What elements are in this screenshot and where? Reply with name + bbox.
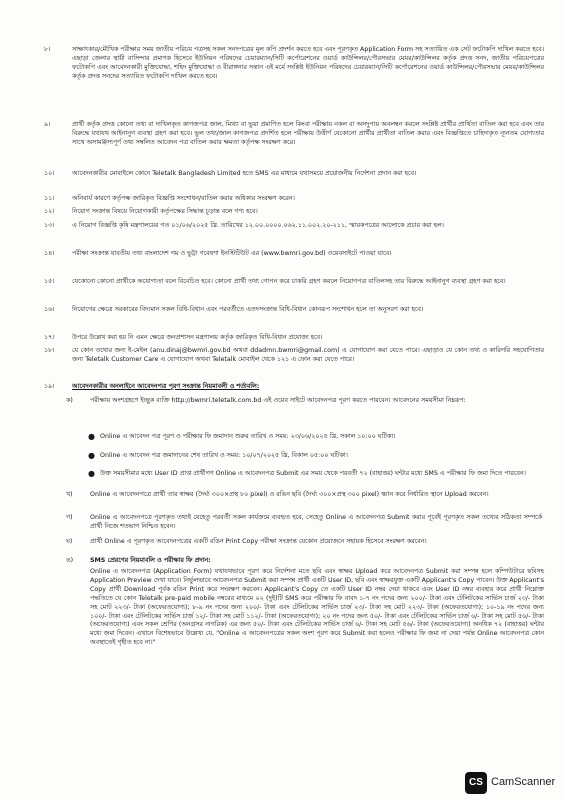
clause-number: ১৩।: [44, 222, 55, 229]
sub-label: ঘ): [66, 538, 73, 545]
sub-clause-kha: [66, 491, 542, 500]
sub-label: ঙ): [66, 557, 74, 564]
camscanner-logo-icon: CS: [465, 772, 487, 794]
bullet-end-date: [88, 451, 545, 461]
sms-fee-text: Online এ আবেদনপত্র (Application Form) যথাযথভাবে পূরণ করে নির্দেশনা মতে ছবি এবং স্বাক্ষর Upload করে আবেদনপত্র Submit করা সম্পন্ন হলে কম্পিউটারে ছবিসহ Application Preview দেখা যাবে। নির্ভুলভাবে আবেদনপত্র Submit করা সম্পন্ন প্রার্থী একটি User ID, ছবি এবং স্বাক্ষরযুক্ত একটি Applicant's Copy পাবেন। উক্ত Applicant's Copy প্রার্থী Download পূর্বক রঙিন Print করে সংরক্ষণ করবেন। Applicant's Copy তে একটি User ID নম্বর দেয়া থাকবে এবং User ID নম্বর ব্যবহার করে প্রার্থী নিম্নোক্ত পদ্ধতিতে যে কোন Teletalk pre-paid mobile নম্বরের মাধ্যমে ০২ (দুই)টি SMS করে পরীক্ষার ফি বাবদ ১-৭ নং পদের জন্য ২০০/- টাকা এবং টেলিটকের সার্ভিস চার্জ ২৩/- টাকা সহ মোট ২২৩/- টাকা (অফেরতযোগ্য); ৮-৯ নং পদের জন্য ২০০/- টাকা এবং টেলিটকের সার্ভিস চার্জ ২৩/- টাকা সহ মোট ২২৩/- টাকা (অফেরতযোগ্য); ১০-১৯ নং পদের জন্য ১০০/- টাকা এবং টেলিটকের সার্ভিস চার্জ ১২/- টাকা সহ মোট ১১২/- টাকা (অফেরতযোগ্য); ২০ নং পদের জন্য ৫০/- টাকা এবং টেলিটকের সার্ভিস চার্জ ৬/- টাকা সহ মোট ৫৬/- টাকা (অফেরতযোগ্য) এবং সকল শ্রেণির (অনগ্রসর নাগরিক) এর জন্য ৫০/- টাকা এবং টেলিটকের সার্ভিস চার্জ ৬/- টাকা সহ মোট ৫৬/- টাকা (অফেরতযোগ্য) অনধিক ৭২ (বাহাত্তর) ঘন্টার মধ্যে জমা দিবেন। এখানে বিশেষভাবে উল্লেখ্য যে, "Online এ আবেদনপত্রের সকল অংশ পূরণ করে Submit করা হলেও পরীক্ষার ফি জমা না দেয়া পর্যন্ত Online আবেদনপত্র কোন অবস্থাতেই গৃহীত হবে না।": [90, 568, 544, 647]
clause-text: নিয়োগের ক্ষেত্রে সরকারের বিদ্যমান সকল বিধি-বিধান এবং পরবর্তীতে এতদসংক্রান্ত বিধি-বিধান কোনরূপ সংশোধন হলে তা অনুসরণ করা হবে।: [72, 306, 424, 313]
clause-number: ১২।: [44, 208, 55, 215]
bullet-start-date: [88, 432, 545, 442]
bullet-text: Online এ আবেদন পত্র পূরণ ও পরীক্ষার ফি জমাদান শুরুর তারিখ ও সময়: ২৩/০৬/২০২৫ খ্রি, সকাল ১০:০০ ঘটিকা।: [100, 433, 396, 440]
clause-number: ১৪।: [44, 250, 55, 257]
clause-text: যেকোনো কোনো প্রার্থীকে অযোগ্যতা বলে বিবেচিত হবে। কোনো প্রার্থী তথ্য গোপন করে চাকরি গ্রহণ করলে নিয়োগপত্র বাতিলসহ তার বিরুদ্ধে আইনানুগ ব্যবস্থা গ্রহণ করা হবে।: [72, 278, 506, 285]
clause-text: সাক্ষাৎকার/মৌখিক পরীক্ষার সময় জাতীয় পরিচয় পত্রসহ সকল সনদপত্রের মূল কপি প্রদর্শন করতে হবে এবং পূরণকৃত Application Form সহ সত্যায়িত এক সেট ফটোকপি দাখিল করতে হবে। এছাড়া জেলার স্থায়ী বাসিন্দার প্রমাণক হিসেবে ইউনিয়ন পরিষদের চেয়ারম্যান/সিটি কর্পোরেশনের ওয়ার্ড কাউন্সিলর/পৌরসভার মেয়র/কাউন্সিলর কর্তৃক প্রদত্ত সনদ, জাতীয় পরিচয়পত্রের ফটোকপি এবং আবেদনকারী মুক্তিযোদ্ধা, শহিদ মুক্তিযোদ্ধা ও বীরাঙ্গনার সন্তান এই মর্মে সংশ্লিষ্ট ইউনিয়ন পরিষদের চেয়ারম্যান/সিটি কর্পোরেশনের ওয়ার্ড কাউন্সিলর/পৌরসভার মেয়র/কাউন্সিলর কর্তৃক প্রদত্ত সনদের সত্যায়িত ফটোকপি দাখিল করতে হবে।: [72, 46, 545, 80]
clause-text: আবেদনকারীর মোবাইলে কোনে Teletalk Bangladesh Limited হতে SMS এর মাধ্যমে যথাসময়ে প্রয়োজনীয় নির্দেশনা প্রদান করা হবে।: [72, 170, 417, 177]
bullet-icon: ●: [88, 432, 95, 441]
camscanner-label: CamScanner: [491, 776, 556, 788]
clause-number: ৯।: [44, 121, 51, 128]
clause-text: প্রার্থী কর্তৃক প্রদত্ত কোনো তথ্য বা দাখিলকৃত কাগজপত্র জাল, মিথ্যা বা ভুয়া প্রমাণিত হলে কিংবা পরীক্ষায় নকল বা অসদুপায় অবলম্বন করলে সংশ্লিষ্ট প্রার্থীর প্রার্থিতা বাতিল করা হবে এবং তার বিরুদ্ধে যথাযথ আইনানুগ ব্যবস্থা গ্রহণ করা হবে। ভুল তথ্য/জাল কাগজপত্র প্রদর্শিত হলে পরীক্ষায় উত্তীর্ণ যেকোনো প্রার্থীর প্রার্থীতা বাতিল করার এবং বিজ্ঞপ্তিতে চাহিদাকৃত ন্যূনতম যোগ্যতার সাথে অসামঞ্জস্যপূর্ণ তথ্য সম্বলিত আবেদন পত্র বাতিল করার ক্ষমতা কর্তৃপক্ষ সংরক্ষণ করে।: [72, 121, 544, 146]
clause-text: পরীক্ষা সংক্রান্ত যাবতীয় তথ্য বাংলাদেশ গম ও ভুট্টা গবেষণা ইনস্টিটিউট এর (www.bwmri.gov.bd) ওয়েবসাইটে পাওয়া যাবে।: [72, 250, 392, 257]
clause-number: ১৭।: [44, 334, 55, 341]
sub-text: Online এ আবেদনপত্রে পূরণকৃত তথ্যই যেহেতু পরবর্তী সকল কার্যক্রমে ব্যবহৃত হবে, সেহেতু Online এ আবেদনপত্র Submit করার পূর্বেই পূরণকৃত সকল তথ্যের সঠিকতা সম্পর্কে প্রার্থী নিজে শতভাগ নিশ্চিত হবেন।: [90, 514, 542, 530]
sub-label: খ): [66, 491, 73, 498]
clause-text: অনিবার্য কারণে কর্তৃপক্ষ জারিকৃত বিজ্ঞপ্তি সংশোধন/বাতিল করার অধিকার সংরক্ষণ করেন।: [72, 195, 295, 202]
sub-clause-ka: [66, 397, 542, 406]
sub-clause-gha: [66, 538, 542, 547]
clause-text: উপরে উল্লেখ করা হয় নি এমন ক্ষেত্রে জনপ্রশাসন মন্ত্রণালয় কর্তৃক জারিকৃত বিধি-বিধান প্রযোজ্য হবে।: [72, 334, 323, 341]
clause-text: এ নিয়োগ বিজ্ঞপ্তি কৃষি মন্ত্রণালয়ের গত ০১/০৬/২০২৫ খ্রি. তারিখের ১২.০০.০০০০.০৬২.১১.০০২.২০-২১১, স্মারকপত্রের আলোকে প্রচার করা হল।: [72, 222, 444, 229]
clause-number: ৮।: [44, 46, 51, 53]
bullet-icon: ●: [88, 451, 95, 460]
sub-label: ক): [66, 397, 73, 404]
sub-text: পরীক্ষায় অংশগ্রহণে ইচ্ছুক ব্যক্তি http://bwmri.teletalk.com.bd এই ওয়েব সাইটে আবেদনপত্র পূরণ করতে পারবেন। আবেদনের সময়সীমা নিম্নরূপ:: [90, 397, 466, 404]
camscanner-watermark: [465, 772, 557, 794]
clause-number: ১৯।: [44, 383, 55, 390]
sms-fee-paragraph: [72, 568, 544, 648]
bullet-fee-window: [88, 469, 545, 479]
clause-number: ১১।: [44, 195, 55, 202]
sub-text: Online এ আবেদনপত্রে প্রার্থী তার স্বাক্ষর (দৈর্ঘ্য ৩০০×প্রস্থ ৮০ pixel) ও রঙিন ছবি (দৈর্ঘ্য ৩০০×প্রস্থ ৩০০ pixel) স্ক্যান করে নির্ধারিত স্থানে Upload করবেন।: [90, 491, 489, 498]
clause-number: ১০।: [44, 170, 55, 177]
sub-clause-uma: [66, 557, 542, 566]
sub-heading: SMS প্রেরণের নিয়মাবলি ও পরীক্ষার ফি প্রদান:: [90, 557, 211, 564]
sub-label: গ): [66, 514, 73, 521]
bullet-text: উক্ত সময়সীমার মধ্যে User ID প্রাপ্ত প্রার্থীগণ Online এ আবেদনপত্র Submit এর সময় থেকে পরবর্তী ৭২ (বাহাত্তর) ঘন্টার মধ্যে SMS এ পরীক্ষার ফি জমা দিতে পারবেন।: [100, 470, 526, 477]
sub-clause-ga: [66, 514, 542, 532]
clause-number: ১৫।: [44, 278, 55, 285]
clause-text: যে কোন তথ্যের জন্য ই-মেইল (anu.dinaj@bwmri.gov.bd অথবা ddadmn.bwmri@gmail.com) এ যোগাযোগ করা যেতে পারে। এছাড়াও যে কোন তথ্য ও কারিগরি সহযোগিতার জন্য Teletalk Customer Care এ যোগাযোগ অথবা Teletalk মোবাইল থেকে ১২১ এ ফোন করা যেতে পারে।: [72, 347, 544, 363]
clause-text: নিয়োগ সংক্রান্ত বিষয়ে নিয়োগকারী কর্তৃপক্ষের সিদ্ধান্ত চূড়ান্ত বলে গণ্য হবে।: [72, 208, 258, 215]
sub-text: প্রার্থী Online এ পূরণকৃত আবেদনপত্রের একটি রঙিন Print Copy পরীক্ষা সংক্রান্ত যেকোন প্রয়োজনে সহায়ক হিসেবে সংরক্ষণ করবেন।: [90, 538, 427, 545]
clause-heading: আবেদনকারীর অনলাইনে আবেদনপত্র পূরণ সংক্রান্ত নিয়মাবলী ও শর্তাবলি:: [72, 383, 260, 390]
bullet-icon: ●: [88, 469, 95, 478]
bullet-text: Online এ আবেদন পত্র জমাদানের শেষ তারিখ ও সময়: ১০/০৭/২০২৫ খ্রি, বিকাল ০৫:০০ ঘটিকা।: [100, 452, 348, 459]
clause-number: ১৮।: [44, 347, 55, 354]
clause-number: ১৬।: [44, 306, 55, 313]
